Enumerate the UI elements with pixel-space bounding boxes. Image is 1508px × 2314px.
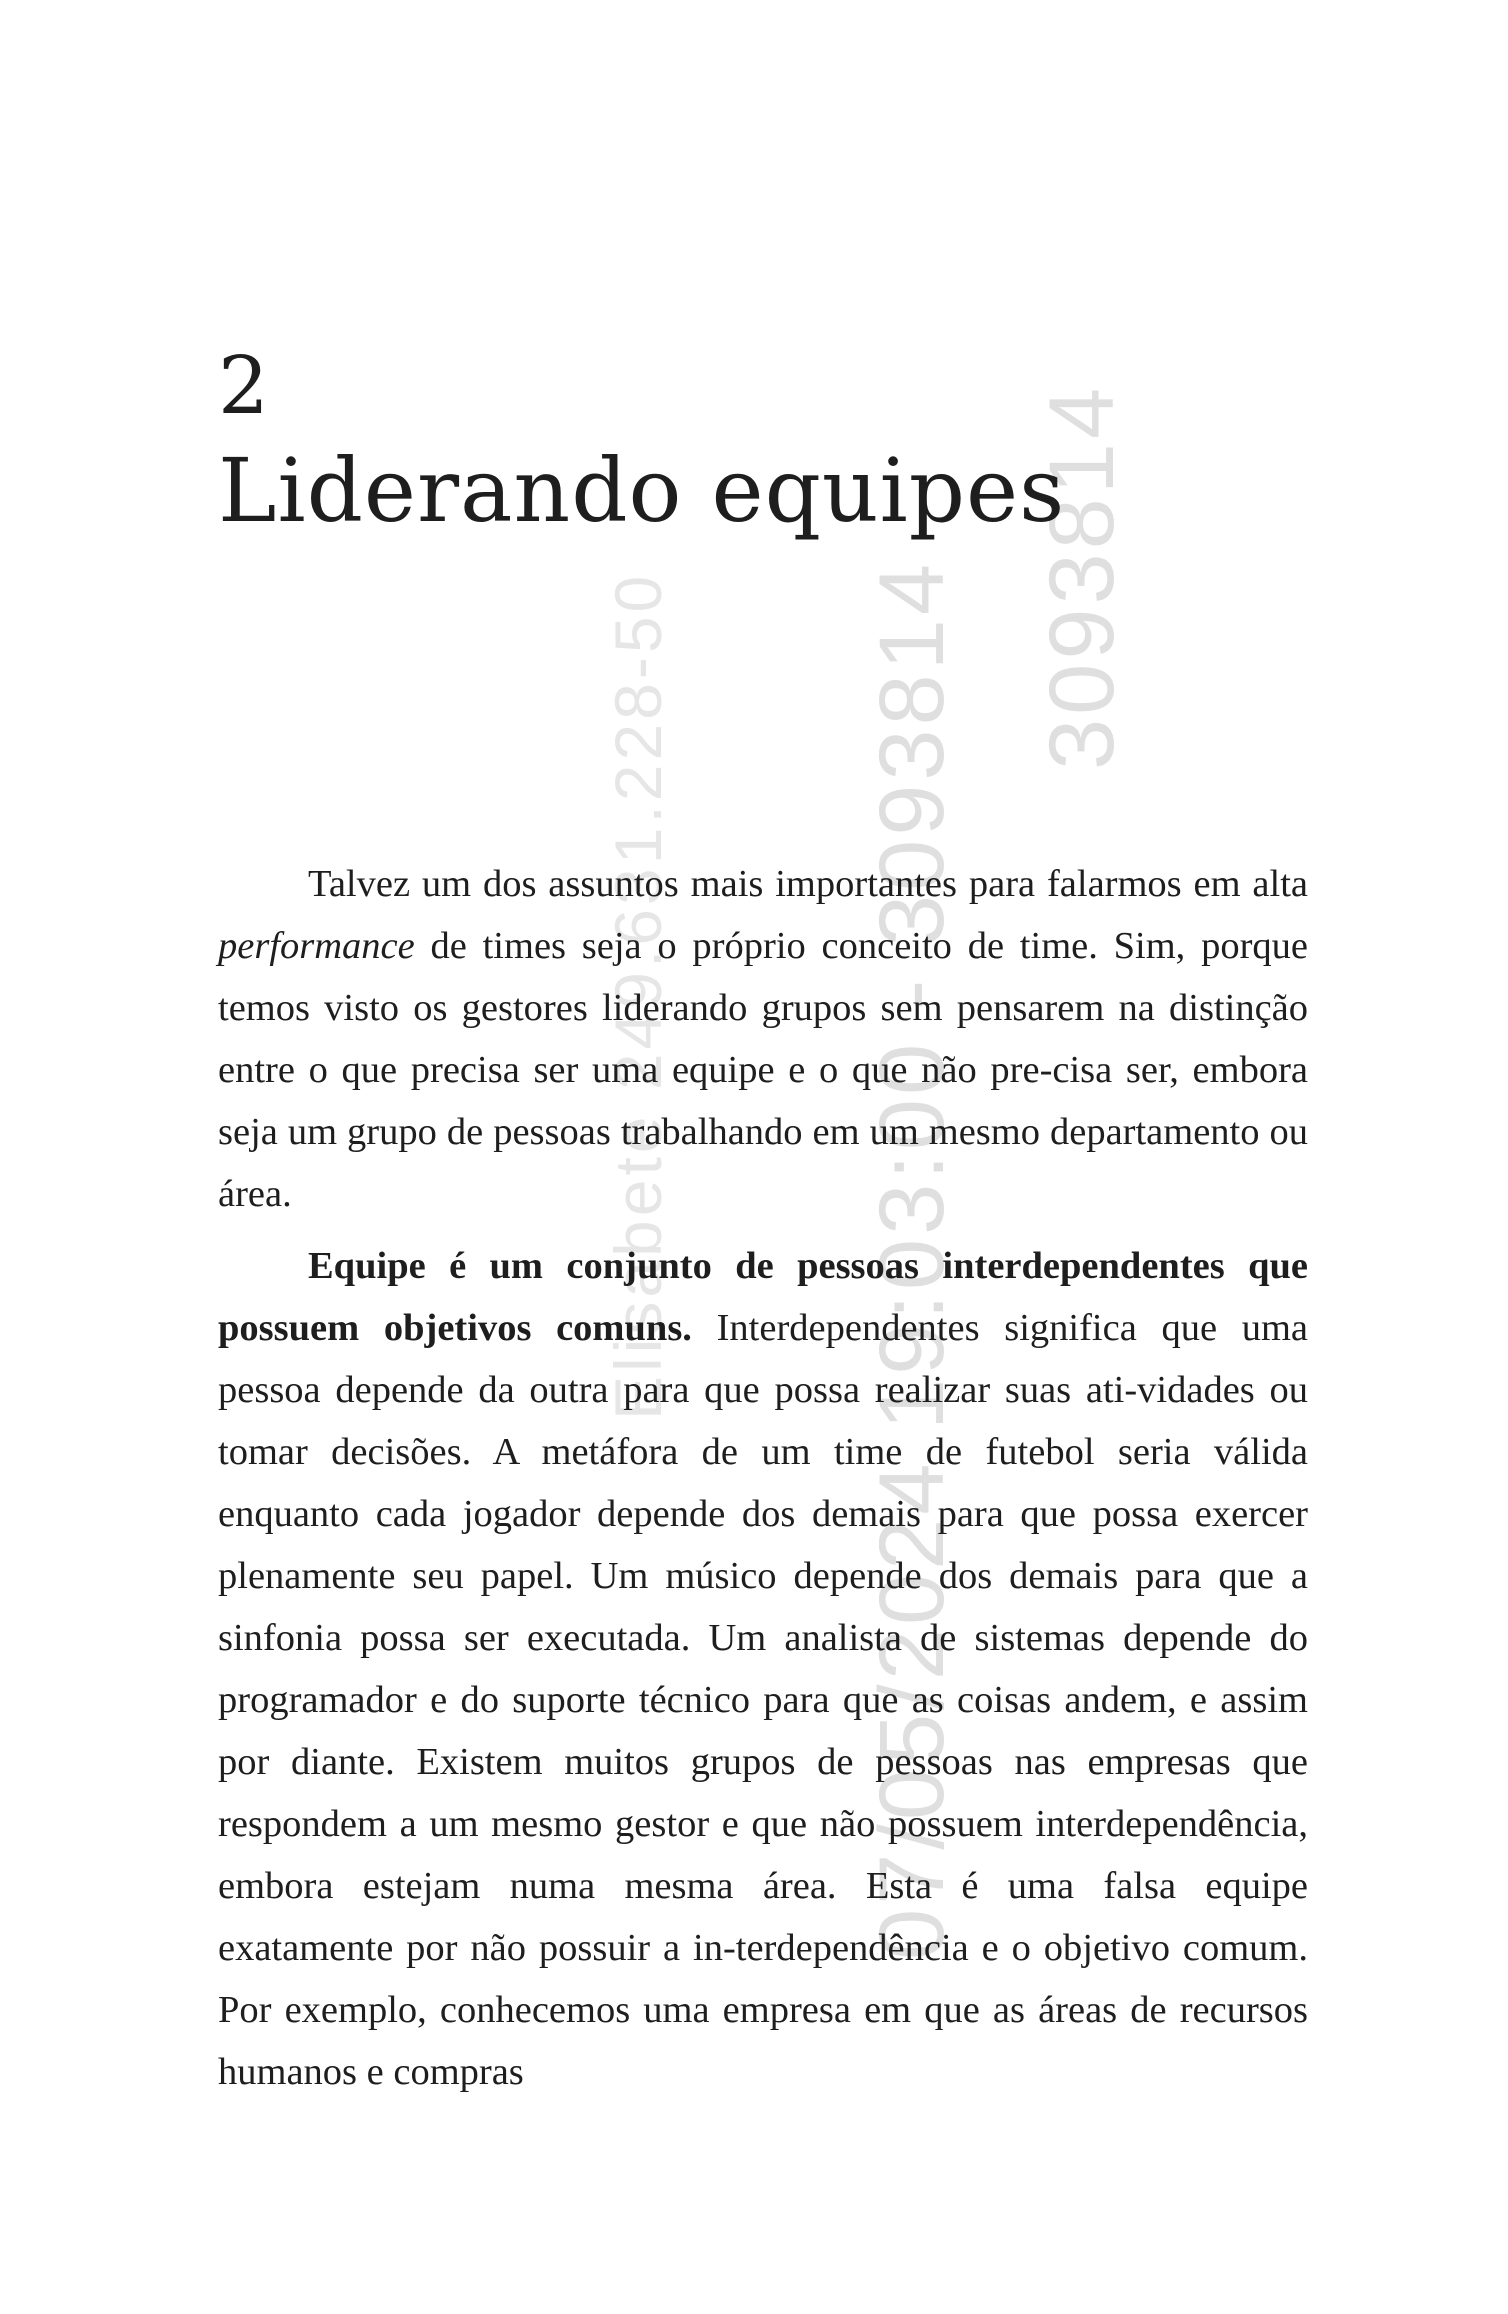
paragraph-2 <box>218 1235 1308 2103</box>
watermark-id: 3093814 <box>1031 383 1133 770</box>
paragraph-1-text-b: de times seja o próprio conceito de time. Sim, porque temos visto os gestores liderando grupos sem pensarem na distinção entre o que precisa ser uma equipe e o que não pre-cisa ser, embora seja um grupo de pessoas trabalhando em um mesmo departamento ou área. <box>218 925 1308 1215</box>
paragraph-2-definition: Equipe é um conjunto de pessoas interdependentes que possuem objetivos comuns. <box>218 1245 1308 1349</box>
chapter-heading <box>218 340 1065 546</box>
watermark-owner: Elisabete 249.631.228-50 <box>601 571 675 1420</box>
chapter-number: 2 <box>218 339 269 432</box>
paragraph-1-italic: performance <box>218 925 415 967</box>
watermark-timestamp: 07/05/2024 19:03:00 - 3093814 <box>861 559 963 1960</box>
paragraph-1-text-a: Talvez um dos assuntos mais importantes para falarmos em alta <box>308 863 1308 905</box>
paragraph-2-text: Interdependentes significa que uma pessoa depende da outra para que possa realizar suas ati-vidades ou tomar decisões. A metáfora de um time de futebol seria válida enquanto cada jogador depende dos demais para que possa exercer plenamente seu papel. Um músico depende dos demais para que a sinfonia possa ser executada. Um analista de sistemas depende do programador e do suporte técnico para que as coisas andem, e assim por diante. Existem muitos grupos de pessoas nas empresas que respondem a um mesmo gestor e que não possuem interdependência, embora estejam numa mesma área. Esta é uma falsa equipe exatamente por não possuir a in-terdependência e o objetivo comum. Por exemplo, conhecemos uma empresa em que as áreas de recursos humanos e compras <box>218 1307 1308 2093</box>
chapter-title: Liderando equipes <box>218 439 1066 542</box>
paragraph-1 <box>218 853 1308 1225</box>
body-text <box>218 853 1308 2103</box>
